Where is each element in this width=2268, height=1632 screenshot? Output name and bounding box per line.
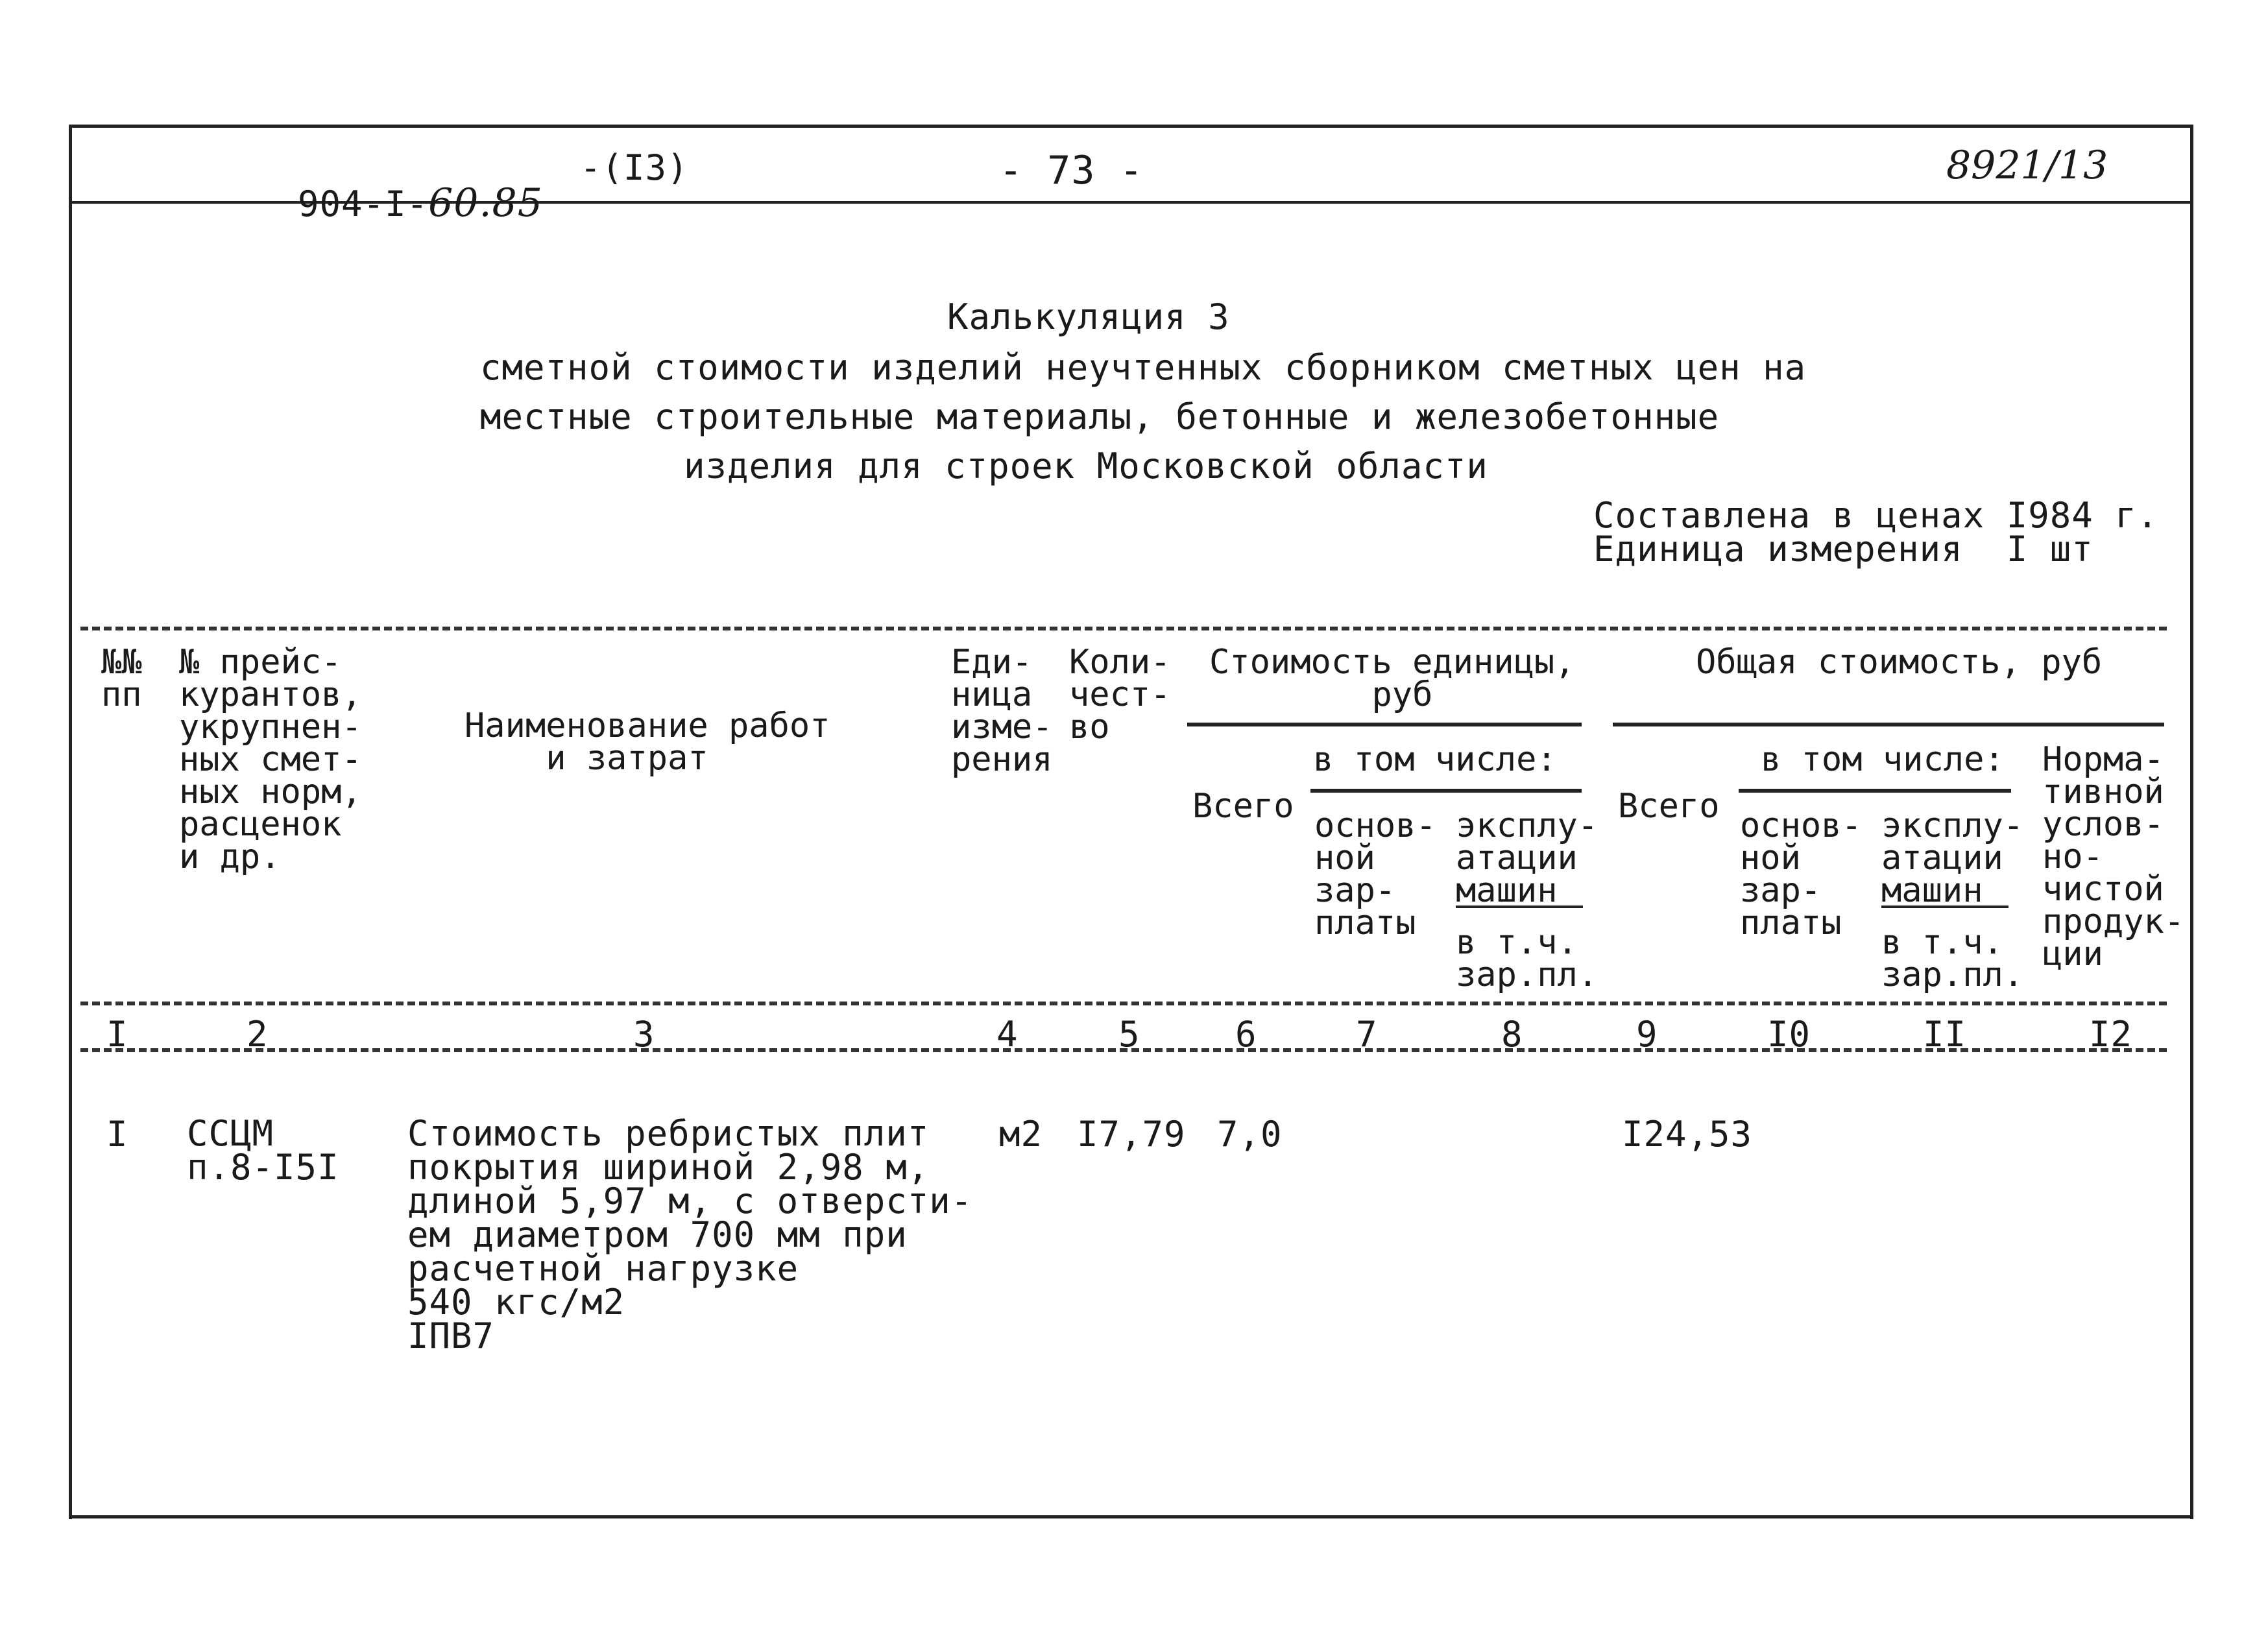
col-num-8: 8 [1501,1014,1523,1055]
document-code-suffix: -(I3) [580,147,689,188]
page-number: - 73 - [999,148,1144,193]
total-cost-rule [1613,723,2164,726]
document-code [254,150,543,226]
header-norm-product: Норма- тивной услов- но- чистой продук- ции [2042,740,2185,974]
row-number: I [106,1114,128,1155]
header-total-machines: эксплу- атации машин [1881,806,2024,910]
header-unit-machines: эксплу- атации машин [1456,806,1598,910]
col-num-6: 6 [1235,1014,1257,1055]
prices-note: Составлена в ценах I984 г. [1593,495,2159,536]
title-line-2: сметной стоимости изделий неучтенных сборником сметных цен на [480,347,1807,388]
col-num-11: II [1923,1014,1967,1055]
header-col-number: №№ пп [101,643,142,714]
unit-note: Единица измерения I шт [1593,529,2093,570]
row-pricelist: ССЦМ п.8-I5I [187,1113,339,1188]
col-num-4: 4 [996,1014,1019,1055]
header-unit-cost: Стоимость единицы, руб [1209,643,1575,714]
title-line-1: Калькуляция 3 [947,296,1230,337]
col-num-10: I0 [1767,1014,1811,1055]
col-num-5: 5 [1118,1014,1140,1055]
col-num-7: 7 [1356,1014,1378,1055]
frame-bottom [69,1515,2193,1518]
header-col-quantity: Коли- чест- во [1069,643,1171,747]
document-code-prefix: 904-I- [298,184,429,224]
header-total-base-salary: основ- ной зар- платы [1740,806,1862,942]
header-total-cost: Общая стоимость, руб [1696,643,2103,682]
unit-machines-underline [1456,906,1583,908]
header-unit-vsego: Всего [1192,787,1294,826]
header-col-pricelist: № прейс- курантов, укрупнен- ных смет- ных норм, расценок и др. [179,643,362,876]
row-name: Стоимость ребристых плит покрытия шириной 2,98 м, длиной 5,97 м, с отверсти- ем диаметром 700 мм при расчетной нагрузке 540 кгс/м2 IПВ7 [407,1113,973,1356]
col-num-2: 2 [247,1014,269,1055]
header-total-incl-salary: в т.ч. зар.пл. [1881,923,2024,994]
col-num-9: 9 [1636,1014,1658,1055]
frame-right [2190,125,2193,1519]
header-col-unit: Еди- ница изме- рения [951,643,1053,779]
frame-left [69,125,72,1519]
reference-number: 8921/13 [1946,143,2108,188]
header-total-vsego: Всего [1618,787,1720,826]
col-num-12: I2 [2089,1014,2133,1055]
frame-top [69,125,2193,128]
unit-cost-rule [1187,723,1582,726]
title-line-4: изделия для строек Московской области [684,446,1488,486]
row-total-cost: I24,53 [1622,1114,1753,1155]
unit-in-that-rule [1310,789,1582,793]
header-unit-base-salary: основ- ной зар- платы [1314,806,1436,942]
title-line-3: местные строительные материалы, бетонные и железобетонные [480,396,1720,437]
header-total-in-that: в том числе: [1761,740,2005,779]
col-num-1: I [106,1014,128,1055]
column-numbers-bottom-rule [80,1048,2167,1052]
document-code-handwritten: 60.85 [428,180,543,226]
row-unit: м2 [999,1114,1043,1155]
column-numbers-top-rule [80,1002,2167,1005]
header-unit-in-that: в том числе: [1313,740,1557,779]
col-num-3: 3 [633,1014,655,1055]
total-machines-underline [1881,906,2009,908]
row-quantity: I7,79 [1077,1114,1186,1155]
header-unit-incl-salary: в т.ч. зар.пл. [1456,923,1598,994]
header-col-name: Наименование работ и затрат [464,706,830,778]
total-in-that-rule [1739,789,2011,793]
row-unit-cost-total: 7,0 [1217,1114,1283,1155]
table-top-rule [80,627,2167,630]
